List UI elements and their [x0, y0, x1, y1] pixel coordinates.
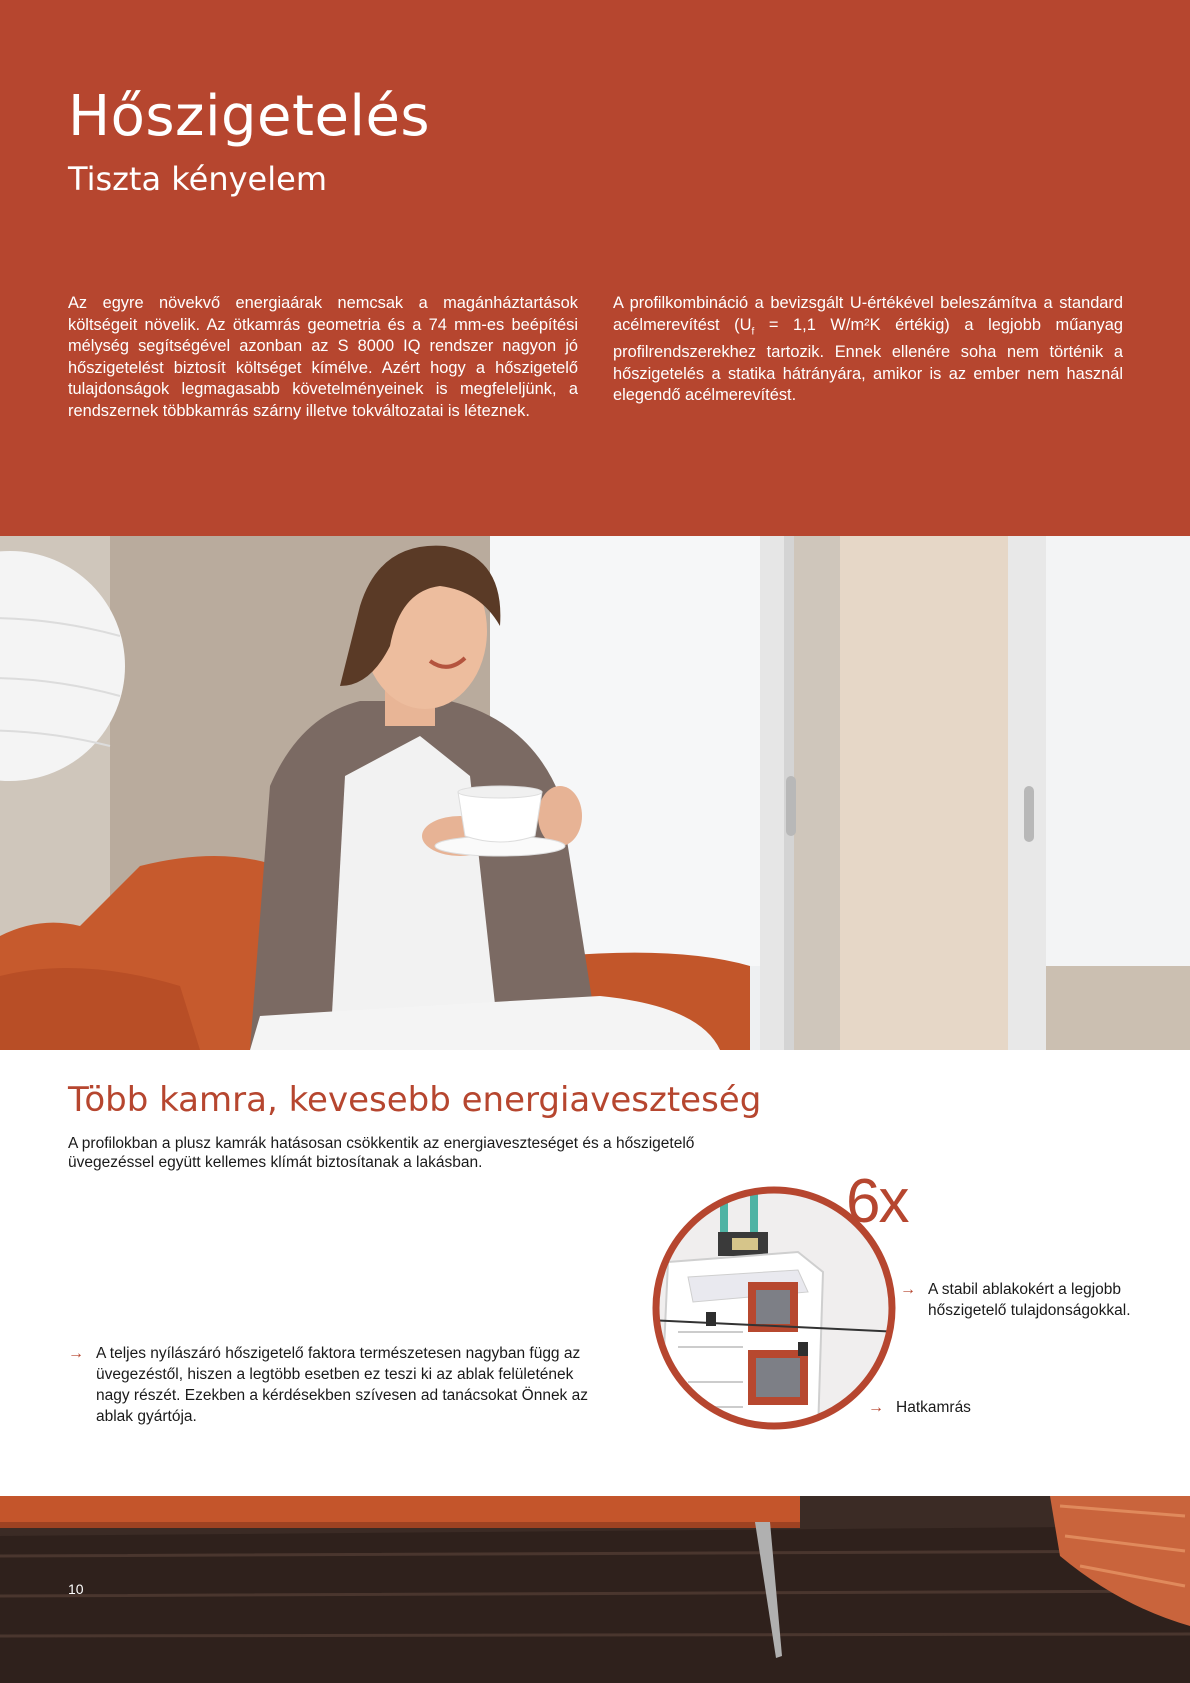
arrow-right-icon: → [68, 1345, 84, 1362]
bullet-text: A teljes nyílászáró hőszigetelő faktora természetesen nagyban függ az üvegezéstől, hiszen a legtöbb esetben ez teszi ki az ablak felületének nagy részét. Ezekben a kérdésekben szívesen ad tanácsokat Önnek az ablak gyártója. [96, 1345, 588, 1425]
intro-right-part-a: A profilkombináció a bevizsgált U-értékével beleszámítva a standard acélmerevítést (U [613, 294, 1123, 334]
chamber-count-callout: 6x [846, 1167, 908, 1236]
footer-photo [0, 1496, 1190, 1683]
page-title: Hőszigetelés [68, 84, 431, 149]
bullet-glazing [68, 1343, 588, 1427]
header-band [0, 0, 1190, 536]
page-subtitle: Tiszta kényelem [68, 160, 327, 198]
intro-text-left: Az egyre növekvő energiaárak nemcsak a magánháztartások költségeit növelik. Az ötkamrás geometria és a 74 mm-es beépítési mélység segítségével azonban az S 8000 IQ rendszer nagyon jó hőszigetelést biztosít költséget kímélve. Azért hogy a hőszigetelő tulajdonságok legmagasabb követelményeinek is megfeleljünk, a rendszernek többkamrás szárny illetve tokváltozatai is léteznek. [68, 294, 578, 420]
arrow-right-icon: → [900, 1281, 916, 1298]
hero-photo [0, 536, 1190, 1050]
intro-text-right [613, 293, 1123, 407]
arrow-right-icon: → [868, 1399, 884, 1416]
bullet-text: Hatkamrás [896, 1399, 971, 1416]
bullet-stable-windows [900, 1279, 1140, 1321]
page-number: 10 [68, 1581, 84, 1597]
intro-right-part-b: = 1,1 W/m²K értékig) a legjobb műanyag profilrendszerekhez tartozik. Ennek ellenére soha nem történik a hőszigetelés a statika hátrányára, amikor is az ember nem használ elegendő acélmerevítést. [613, 315, 1123, 405]
section-text: A profilokban a plusz kamrák hatásosan csökkentik az energiaveszteséget és a hőszigetelő üvegezéssel együtt kellemes klímát biztosítanak a lakásban. [68, 1135, 695, 1171]
section-title: Több kamra, kevesebb energiaveszteség [68, 1080, 762, 1120]
intro-right-subscript: f [751, 325, 755, 337]
bullet-six-chamber [868, 1397, 1068, 1418]
bullet-text: A stabil ablakokért a legjobb hőszigetelő tulajdonságokkal. [928, 1281, 1131, 1319]
